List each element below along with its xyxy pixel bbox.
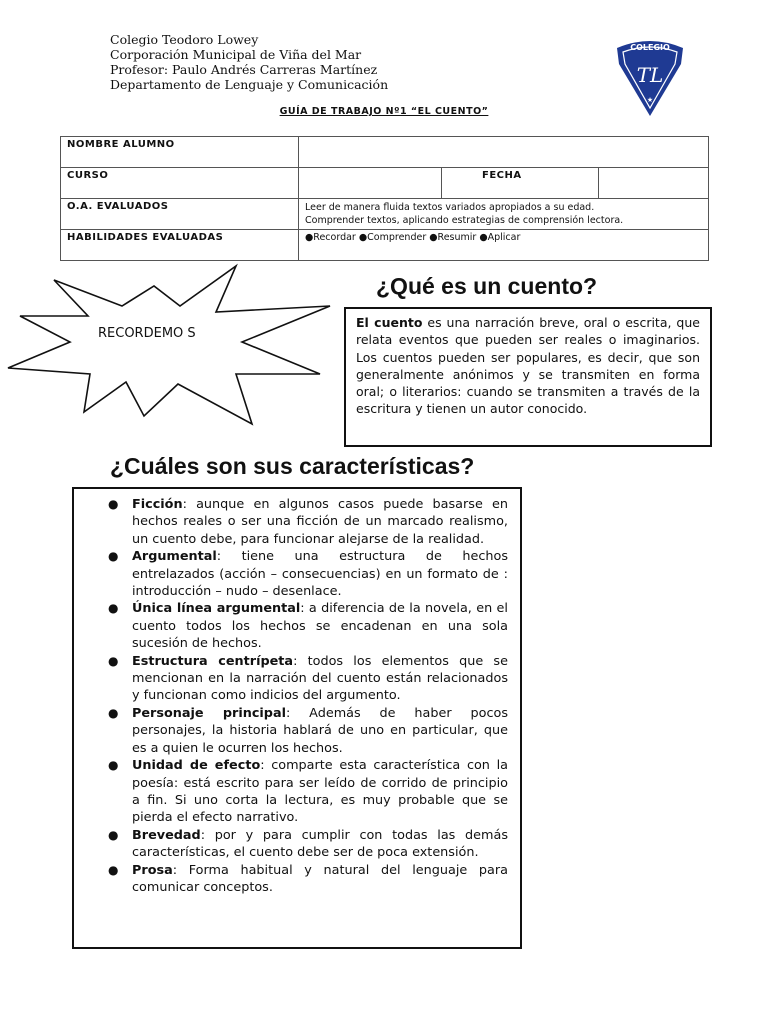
header-line: Departamento de Lenguaje y Comunicación	[110, 77, 389, 92]
item-term: Brevedad	[132, 827, 201, 843]
list-item	[108, 862, 508, 897]
bullet-icon: ●	[108, 827, 119, 842]
habilidades-value: ●Recordar ●Comprender ●Resumir ●Aplicar	[299, 230, 709, 261]
bullet-icon: ●	[108, 862, 119, 877]
bullet-icon: ●	[108, 705, 119, 720]
list-item	[108, 757, 508, 827]
logo-star-icon: ★	[646, 96, 654, 104]
characteristics-list	[74, 489, 520, 896]
habilidades-label: HABILIDADES EVALUADAS	[61, 230, 299, 261]
item-text: : a diferencia de la novela, en el cuento todos los hechos se encadenan en una sola sucesión de hechos.	[132, 601, 508, 652]
student-info-table	[60, 136, 709, 261]
item-text: : Forma habitual y natural del lenguaje para comunicar conceptos.	[132, 862, 508, 895]
item-term: Ficción	[132, 497, 183, 512]
bullet-icon: ●	[108, 497, 119, 511]
definition-term: El cuento	[356, 315, 423, 330]
oa-value	[299, 199, 709, 230]
list-item	[108, 548, 508, 600]
item-term: Prosa	[132, 862, 173, 878]
school-header	[110, 32, 388, 92]
definition-text: es una narración breve, oral o escrita, que relata eventos que pueden ser reales o imaginarios. Los cuentos pueden ser populares, es decir, que son generalmente anónimos y se transmiten en forma oral; o literarios: cuando se transmiten a través de la escritura y tienen un autor conocido.	[356, 315, 700, 417]
item-text: : Además de haber pocos personajes, la historia hablará de uno en particular, que es a quien le ocurren los hechos.	[132, 705, 508, 756]
que-es-heading: ¿Qué es un cuento?	[376, 273, 598, 299]
logo-text: COLEGIO	[630, 43, 670, 52]
list-item	[108, 827, 508, 862]
oa-label: O.A. EVALUADOS	[61, 199, 299, 230]
oa-line: Leer de manera fluida textos variados apropiados a su edad.	[305, 202, 595, 213]
burst-label: RECORDEMO S	[98, 326, 196, 341]
oa-line: Comprender textos, aplicando estrategias de comprensión lectora.	[305, 215, 624, 226]
bullet-icon: ●	[108, 653, 119, 668]
logo-monogram: TL	[636, 63, 664, 87]
bullet-icon: ●	[108, 549, 119, 564]
curso-label: CURSO	[61, 168, 299, 199]
list-item	[108, 496, 508, 548]
list-item	[108, 653, 508, 705]
characteristics-box	[72, 487, 522, 949]
item-term: Unidad de efecto	[132, 758, 261, 774]
item-text: : tiene una estructura de hechos entrelazados (acción – consecuencias) en un formato de : introducción – nudo – desenlace.	[132, 549, 508, 600]
header-line: Corporación Municipal de Viña del Mar	[110, 47, 362, 62]
list-item	[108, 705, 508, 757]
caracteristicas-heading: ¿Cuáles son sus características?	[110, 453, 475, 479]
item-text: : aunque en algunos casos puede basarse en hechos reales o ser una ficción de un marcado realismo, un cuento debe, para funcionar alejarse de la realidad.	[132, 497, 508, 547]
curso-field[interactable]	[299, 168, 442, 199]
document-title: GUÍA DE TRABAJO Nº1 “EL CUENTO”	[279, 106, 489, 117]
item-text: : todos los elementos que se mencionan en la narración del cuento están relacionados y funcionan como indicios del argumento.	[132, 653, 508, 704]
fecha-field[interactable]	[599, 168, 709, 199]
item-term: Estructura centrípeta	[132, 653, 294, 669]
item-term: Argumental	[132, 549, 217, 565]
item-term: Única línea argumental	[132, 601, 301, 617]
list-item	[108, 600, 508, 652]
starburst-shape	[4, 262, 334, 432]
nombre-field[interactable]	[299, 137, 709, 168]
nombre-label: NOMBRE ALUMNO	[61, 137, 299, 168]
item-text: : comparte esta característica con la poesía: está escrito para ser leído de corrido de principio a fin. Si uno corta la lectura, es muy probable que se pierda el efecto narrativo.	[132, 758, 508, 826]
header-line: Colegio Teodoro Lowey	[110, 32, 259, 47]
bullet-icon: ●	[108, 601, 119, 616]
definition-box	[344, 307, 712, 447]
item-text: : por y para cumplir con todas las demás características, el cuento debe ser de poca extensión.	[132, 827, 508, 861]
bullet-icon: ●	[108, 758, 119, 773]
fecha-label: FECHA	[442, 168, 599, 199]
item-term: Personaje principal	[132, 705, 286, 721]
header-line: Profesor: Paulo Andrés Carreras Martínez	[110, 62, 378, 77]
